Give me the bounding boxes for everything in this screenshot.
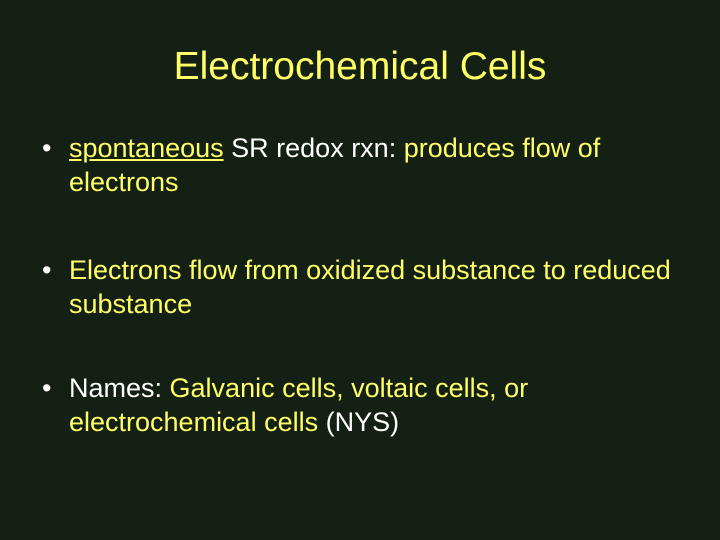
- bullet-dot: •: [42, 255, 52, 285]
- bullet-1: [42, 131, 682, 199]
- bullet-2-statement: Electrons flow from oxidized substance to reduced substance: [69, 255, 671, 319]
- bullet-3-label: Names:: [69, 373, 170, 403]
- bullet-text: [69, 371, 682, 439]
- bullet-1-term-spontaneous: spontaneous: [69, 133, 224, 163]
- bullet-1-description: SR redox rxn:: [223, 133, 404, 163]
- bullet-dot: •: [42, 133, 52, 163]
- bullet-dot: •: [42, 373, 52, 403]
- slide-title: Electrochemical Cells: [173, 45, 547, 88]
- bullet-3-note: (NYS): [325, 407, 400, 437]
- bullet-2: [42, 253, 682, 321]
- bullet-3: [42, 371, 682, 439]
- bullet-text: [69, 131, 682, 199]
- bullet-text: [69, 253, 682, 321]
- bullet-1-result: produces flow of electrons: [69, 133, 601, 197]
- bullet-3-names: Galvanic cells, voltaic cells, or electrochemical cells: [69, 373, 529, 437]
